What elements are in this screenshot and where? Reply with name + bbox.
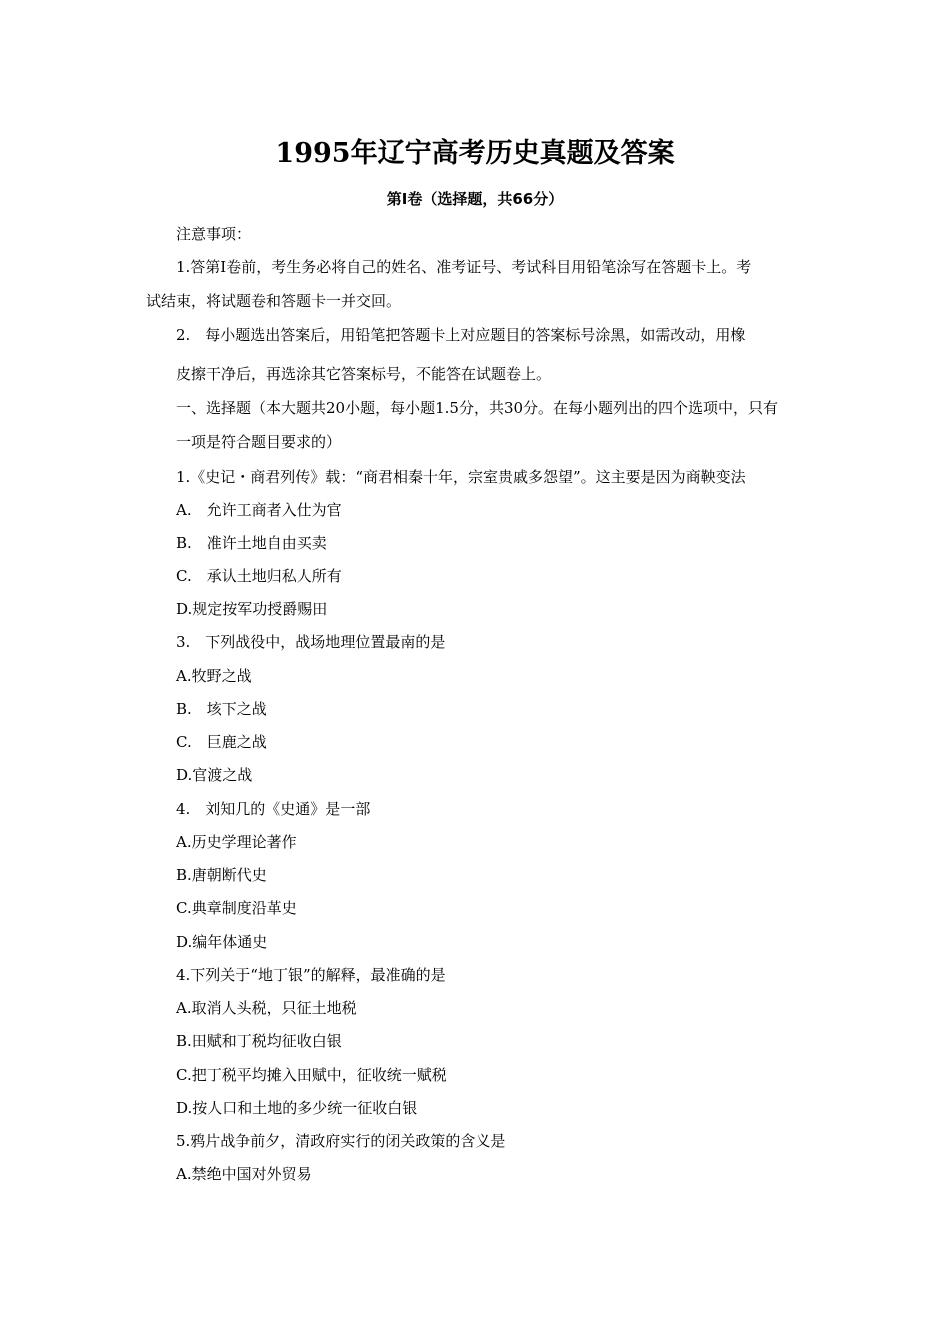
section-heading: 第Ⅰ卷（选择题，共66分） <box>386 190 564 208</box>
question-option: B. 准许土地自由买卖 <box>176 534 327 552</box>
question-option: A.禁绝中国对外贸易 <box>176 1165 312 1183</box>
question-option: C. 巨鹿之战 <box>176 733 267 751</box>
question-option: D.官渡之战 <box>176 766 253 784</box>
question-stem: 4.下列关于“地丁银”的解释，最准确的是 <box>176 966 446 984</box>
question-option: B.田赋和丁税均征收白银 <box>176 1032 342 1050</box>
question-stem: 3. 下列战役中，战场地理位置最南的是 <box>176 633 446 651</box>
note-1-line-2: 试结束，将试题卷和答题卡一并交回。 <box>146 292 402 310</box>
question-option: D.按人口和土地的多少统一征收白银 <box>176 1099 418 1117</box>
question-option: A.牧野之战 <box>176 667 252 685</box>
question-option: B.唐朝断代史 <box>176 866 267 884</box>
question-option: C. 承认土地归私人所有 <box>176 567 342 585</box>
question-option: B. 垓下之战 <box>176 700 267 718</box>
note-1-line-1: 1.答第Ⅰ卷前，考生务必将自己的姓名、准考证号、考试科目用铅笔涂写在答题卡上。考 <box>176 258 752 276</box>
question-stem: 4. 刘知几的《史通》是一部 <box>176 800 371 818</box>
question-option: A.取消人头税，只征土地税 <box>176 999 357 1017</box>
question-option: D.规定按军功授爵赐田 <box>176 600 328 618</box>
question-option: C.典章制度沿革史 <box>176 899 297 917</box>
part-1-instructions-line-2: 一项是符合题目要求的） <box>176 433 342 451</box>
notes-heading: 注意事项： <box>176 225 252 243</box>
page-title: 1995年辽宁高考历史真题及答案 <box>275 138 675 169</box>
part-1-instructions-line-1: 一、选择题（本大题共20小题，每小题1.5分，共30分。在每小题列出的四个选项中，只有 <box>176 399 779 417</box>
question-option: A. 允许工商者入仕为官 <box>176 501 342 519</box>
note-2-line-1: 2. 每小题选出答案后，用铅笔把答题卡上对应题目的答案标号涂黑，如需改动，用橡 <box>176 326 746 344</box>
question-option: C.把丁税平均摊入田赋中，征收统一赋税 <box>176 1066 447 1084</box>
note-2-line-2: 皮擦干净后，再选涂其它答案标号，不能答在试题卷上。 <box>176 365 552 383</box>
question-stem: 1.《史记・商君列传》载：“商君相秦十年，宗室贵戚多怨望”。这主要是因为商鞅变法 <box>176 468 746 486</box>
question-option: A.历史学理论著作 <box>176 833 297 851</box>
question-stem: 5.鸦片战争前夕，清政府实行的闭关政策的含义是 <box>176 1132 506 1150</box>
question-option: D.编年体通史 <box>176 933 268 951</box>
